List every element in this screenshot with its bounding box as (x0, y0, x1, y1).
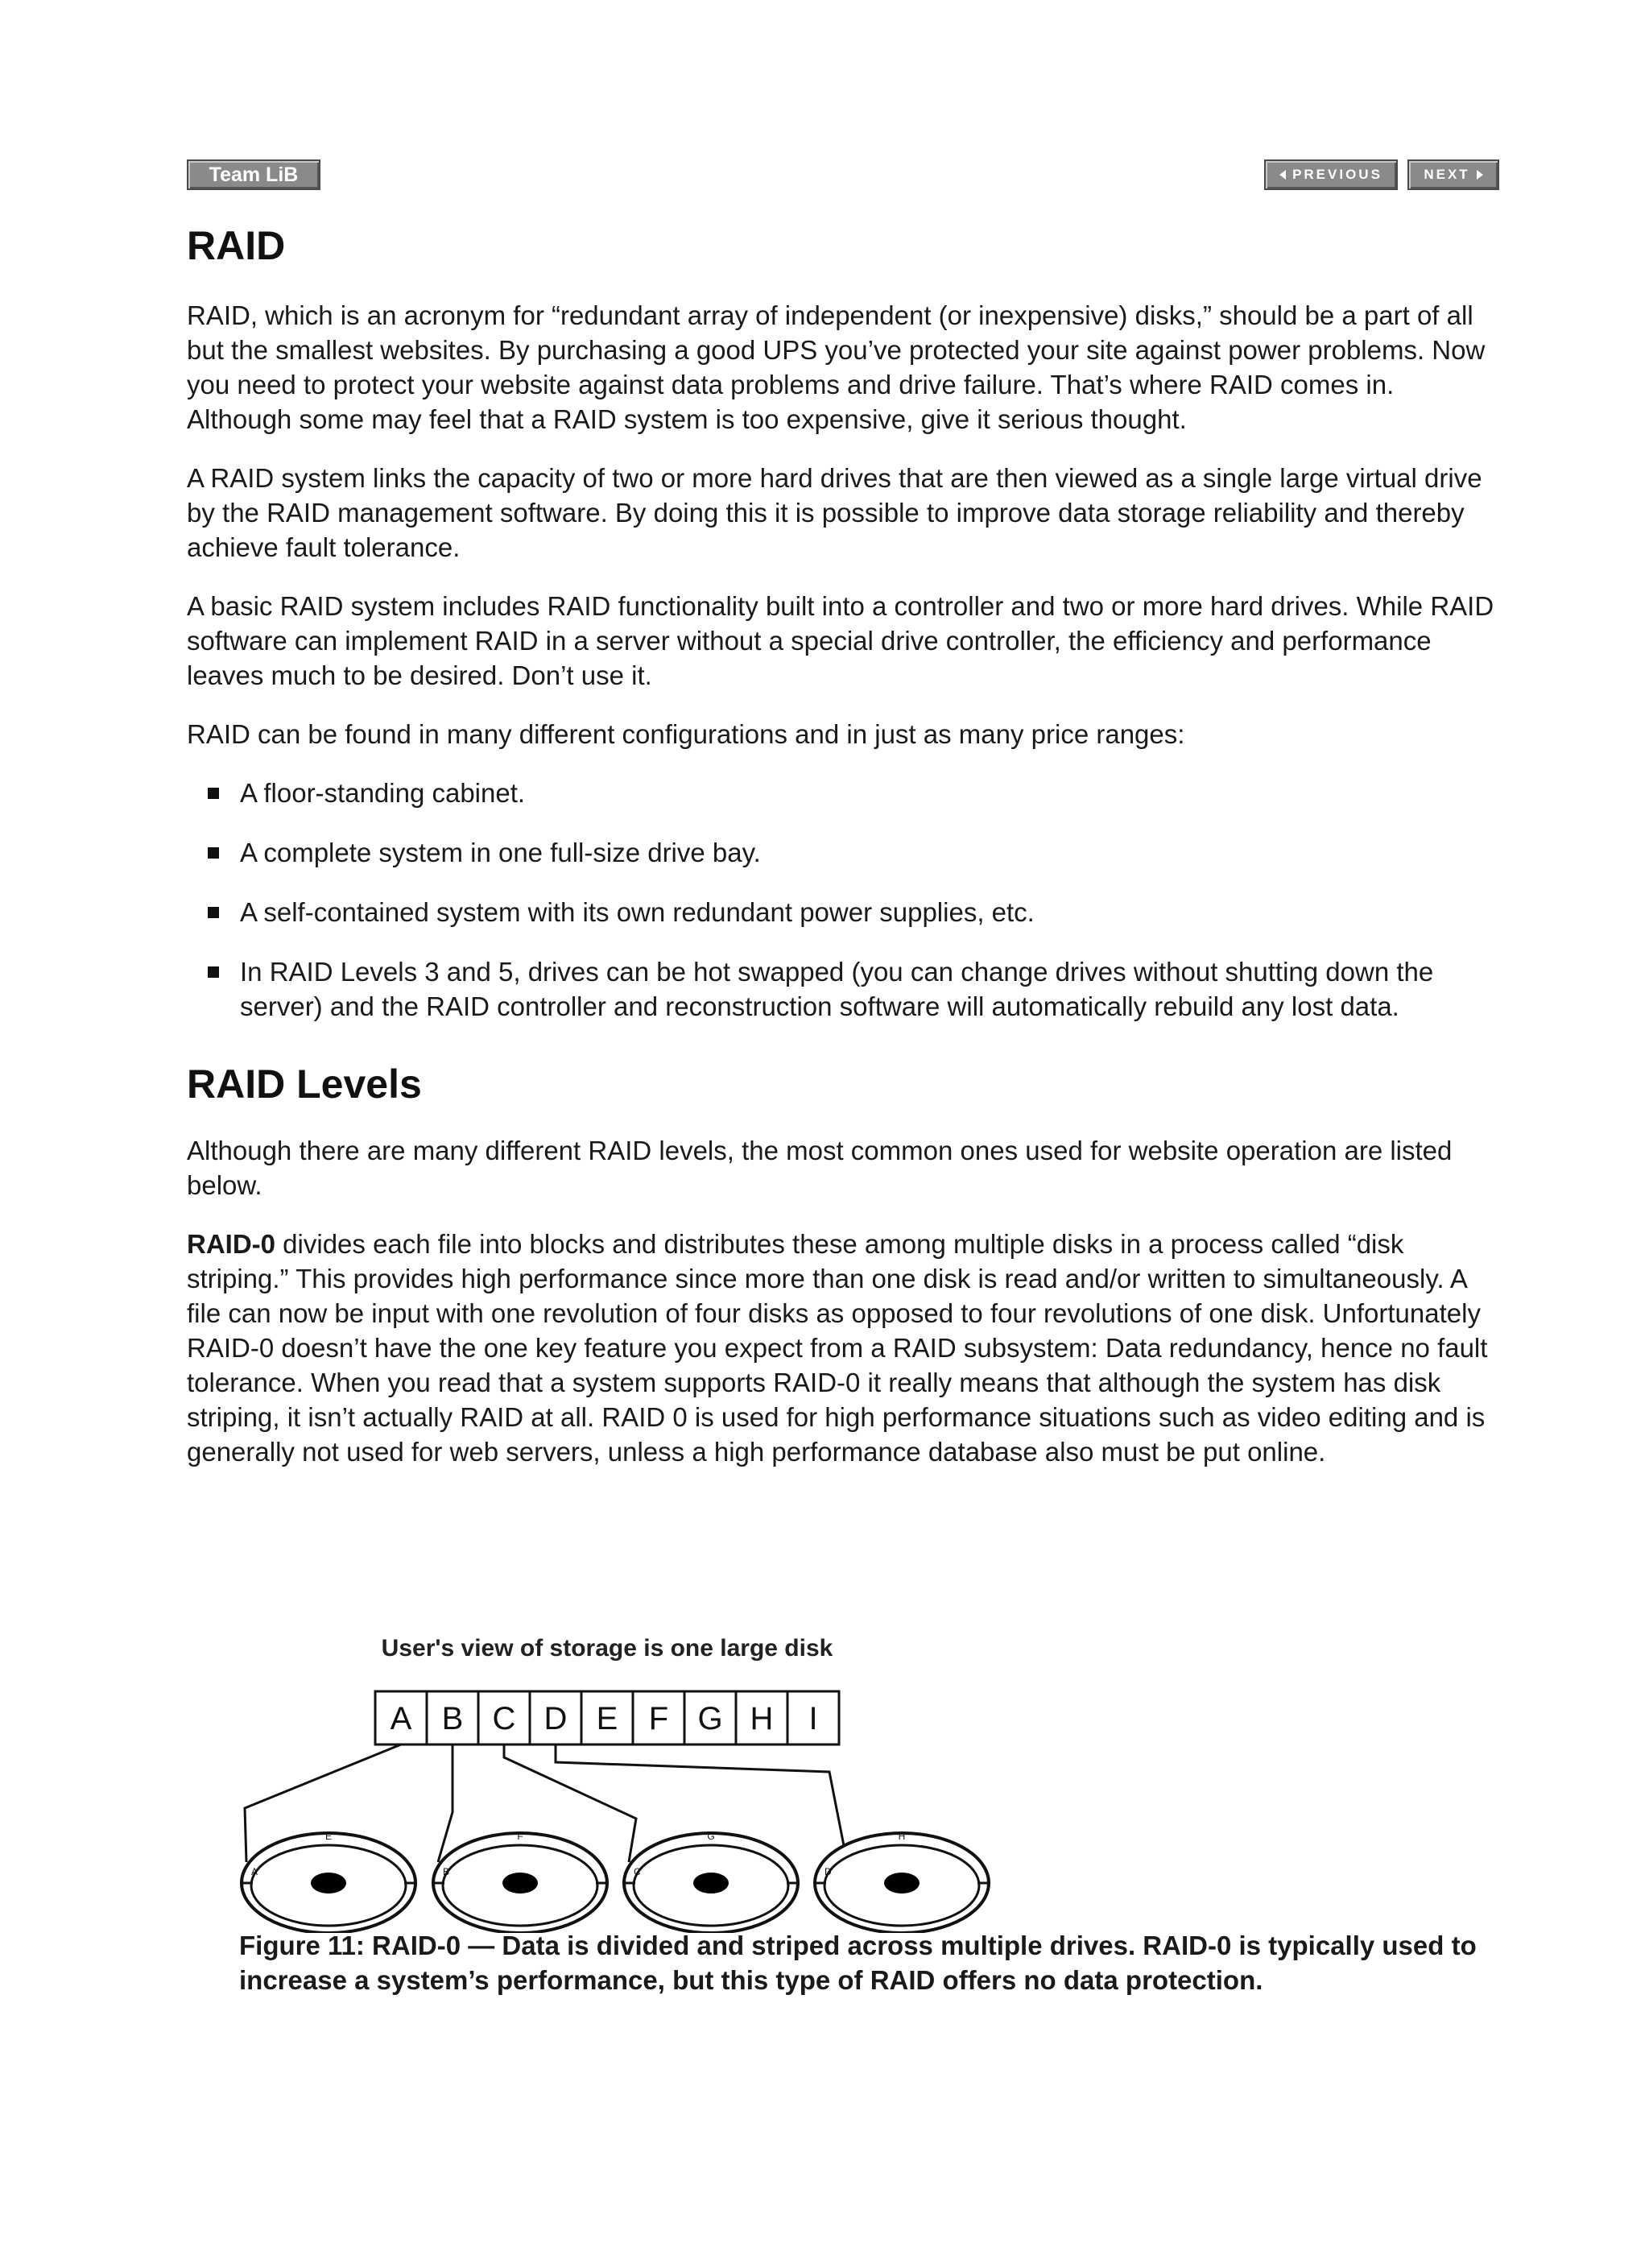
storage-block-label: G (697, 1701, 723, 1736)
paragraph-1: RAID, which is an acronym for “redundant array of independent (or inexpensive) disks,” should be a part of all but the smallest websites. By purchasing a good UPS you’ve protected your site against power problems. Now you need to protect your website against data problems and drive failure. That’s where RAID comes in. Although some may feel that a RAID system is too expensive, give it serious thought. (187, 300, 1486, 434)
previous-label: PREVIOUS (1292, 167, 1382, 182)
storage-block-label: C (492, 1701, 516, 1736)
disk-platters (242, 1831, 989, 1933)
list-item (187, 895, 1499, 929)
chevron-right-icon (1477, 170, 1483, 180)
storage-block-label: F (648, 1701, 669, 1736)
list-item (187, 954, 1499, 1024)
raid0-description: divides each file into blocks and distributes these among multiple disks in a process called “disk striping.” This provides high performance since more than one disk is read and/or written to simultaneously. A file can now be input with one revolution of four disks as opposed to four revolutions of one disk. Unfortunately RAID-0 doesn’t have the one key feature you expect from a RAID subsystem: Data redundancy, hence no fault tolerance. When you read that a system supports RAID-0 it really means that although the system has disk striping, it isn’t actually RAID at all. RAID 0 is used for high performance situations such as video editing and is generally not used for web servers, unless a high performance database also must be put online. (187, 1229, 1488, 1467)
list-item (187, 776, 1499, 810)
paragraph-2: A RAID system links the capacity of two or more hard drives that are then viewed as a single large virtual drive by the RAID management software. By doing this it is possible to improve data storage reliability and thereby achieve fault tolerance. (187, 463, 1482, 562)
disk-platter (624, 1831, 798, 1933)
bullet-square-icon (208, 966, 219, 978)
storage-block-label: B (441, 1701, 464, 1736)
disk-inner-label: B (443, 1866, 450, 1877)
storage-block-label: D (543, 1701, 568, 1736)
disk-platter (433, 1831, 607, 1933)
raid0-diagram (234, 1627, 1039, 1933)
list-item (187, 835, 1499, 870)
disk-top-label: F (517, 1831, 523, 1842)
raid0-paragraph (187, 1227, 1499, 1469)
storage-block-label: H (750, 1701, 774, 1736)
disk-inner-label: D (824, 1866, 832, 1877)
disk-platter (242, 1831, 415, 1933)
disk-top-label: G (707, 1831, 715, 1842)
disk-top-label: E (324, 1831, 333, 1842)
figure-heading: User's view of storage is one large disk (381, 1635, 833, 1662)
raid0-figure (234, 1627, 1039, 1933)
team-lib-logo[interactable] (187, 159, 320, 190)
list-item-text: A floor-standing cabinet. (240, 778, 526, 808)
section-title-raid-levels: RAID Levels (187, 1062, 422, 1107)
section-title-raid: RAID (187, 223, 286, 268)
stripe-line (438, 1744, 453, 1862)
previous-button[interactable] (1264, 159, 1398, 190)
bullet-square-icon (208, 788, 219, 799)
disk-top-label: H (898, 1831, 906, 1842)
paragraph-3: A basic RAID system includes RAID functionality built into a controller and two or more hard drives. While RAID software can implement RAID in a server without a special drive controller, the efficiency and performance leaves much to be desired. Don’t use it. (187, 591, 1494, 690)
list-item-text: A self-contained system with its own redundant power supplies, etc. (240, 897, 1035, 927)
storage-block-label: E (596, 1701, 618, 1736)
figure-caption: Figure 11: RAID-0 — Data is divided and striped across multiple drives. RAID-0 is typically used to increase a system’s performance, but this type of RAID offers no data protection. (239, 1931, 1477, 1995)
disk-platter (815, 1831, 989, 1933)
storage-blocks (375, 1691, 839, 1744)
disk-inner-label: C (634, 1866, 641, 1877)
raid-levels-intro: Although there are many different RAID levels, the most common ones used for website operation are listed below. (187, 1136, 1453, 1200)
bullet-square-icon (208, 907, 219, 918)
raid-configurations-list (187, 776, 1499, 1024)
raid0-term: RAID-0 (187, 1229, 276, 1259)
list-item-text: A complete system in one full-size drive bay. (240, 838, 761, 867)
chevron-left-icon (1279, 170, 1286, 180)
disk-inner-label: A (251, 1866, 258, 1877)
nav-bar (187, 159, 1499, 193)
bullet-square-icon (208, 847, 219, 859)
next-button[interactable] (1407, 159, 1499, 190)
list-item-text: In RAID Levels 3 and 5, drives can be hot swapped (you can change drives without shutting down the server) and the RAID controller and reconstruction software will automatically rebuild any lost data. (240, 957, 1434, 1021)
storage-block-label: I (808, 1701, 818, 1736)
team-lib-label: Team LiB (209, 163, 299, 186)
storage-block-label: A (390, 1701, 412, 1736)
article-content (187, 217, 1499, 1493)
paragraph-4: RAID can be found in many different configurations and in just as many price ranges: (187, 719, 1185, 749)
next-label: NEXT (1424, 167, 1470, 182)
